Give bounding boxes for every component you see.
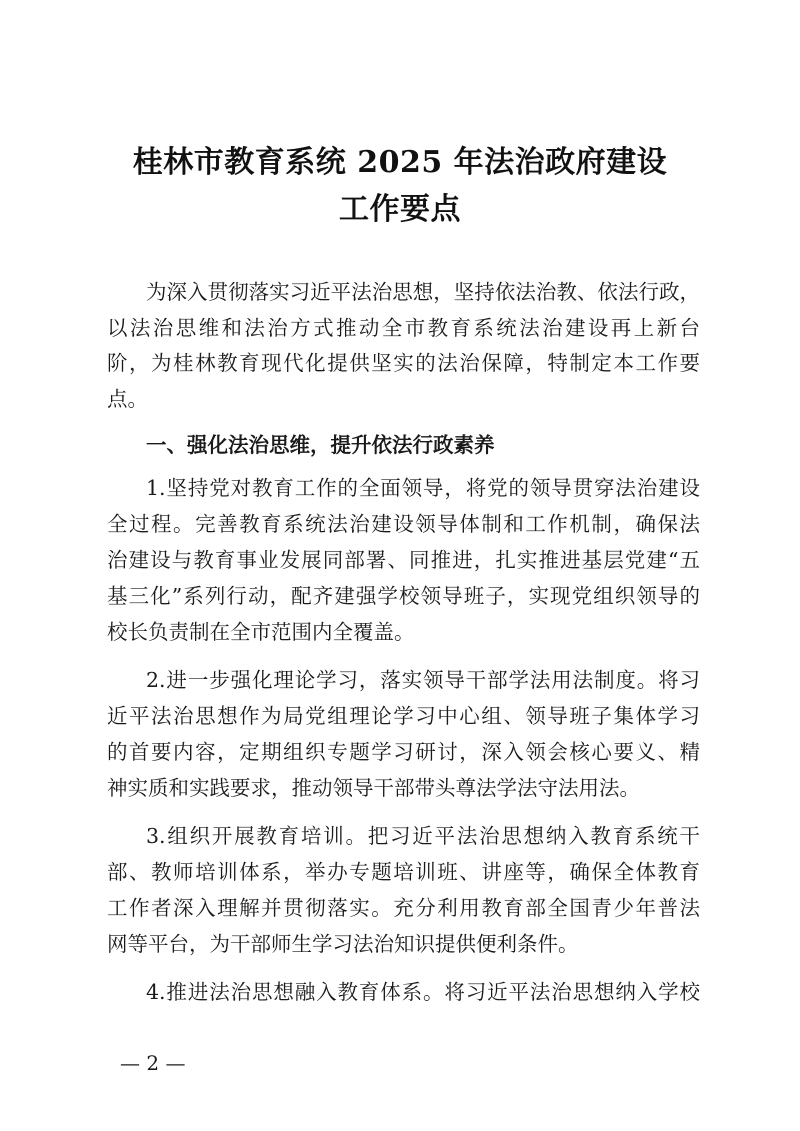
item3-line: 网等平台，为干部师生学习法治知识提供便利条件。 xyxy=(107,932,579,956)
item2-line: 的首要内容，定期组织专题学习研讨，深入领会核心要义、精 xyxy=(107,740,700,764)
item3-line: 部、教师培训体系，举办专题培训班、讲座等，确保全体教育 xyxy=(107,860,700,884)
intro-line: 阶，为桂林教育现代化提供坚实的法治保障，特制定本工作要 xyxy=(107,351,700,375)
document-title-line-1: 桂林市教育系统 2025 年法治政府建设 xyxy=(132,145,668,180)
item1-line: 1.坚持党对教育工作的全面领导，将党的领导贯穿法治建设 xyxy=(146,476,700,500)
item1-line: 基三化”系列行动，配齐建强学校领导班子，实现党组织领导的 xyxy=(107,584,700,608)
page-number: — 2 — xyxy=(120,1051,186,1075)
document-title-line-2: 工作要点 xyxy=(339,192,461,227)
item2-line: 神实质和实践要求，推动领导干部带头尊法学法守法用法。 xyxy=(107,776,640,800)
section-heading-1: 一、强化法治思维，提升依法行政素养 xyxy=(146,433,495,457)
item2-line: 2.进一步强化理论学习，落实领导干部学法用法制度。将习 xyxy=(146,668,700,692)
item3-line: 工作者深入理解并贯彻落实。充分利用教育部全国青少年普法 xyxy=(107,896,700,920)
intro-line: 以法治思维和法治方式推动全市教育系统法治建设再上新台 xyxy=(107,316,700,340)
item1-line: 全过程。完善教育系统法治建设领导体制和工作机制，确保法 xyxy=(107,512,700,536)
item1-line: 校长负责制在全市范围内全覆盖。 xyxy=(107,620,415,644)
intro-line: 点。 xyxy=(107,387,148,411)
item3-line: 3.组织开展教育培训。把习近平法治思想纳入教育系统干 xyxy=(146,824,700,848)
item2-line: 近平法治思想作为局党组理论学习中心组、领导班子集体学习 xyxy=(107,704,700,728)
item4-line: 4.推进法治思想融入教育体系。将习近平法治思想纳入学校 xyxy=(146,980,700,1004)
item1-line: 治建设与教育事业发展同部署、同推进，扎实推进基层党建“五 xyxy=(107,548,700,572)
intro-line: 为深入贯彻落实习近平法治思想，坚持依法治教、依法行政， xyxy=(146,280,700,304)
